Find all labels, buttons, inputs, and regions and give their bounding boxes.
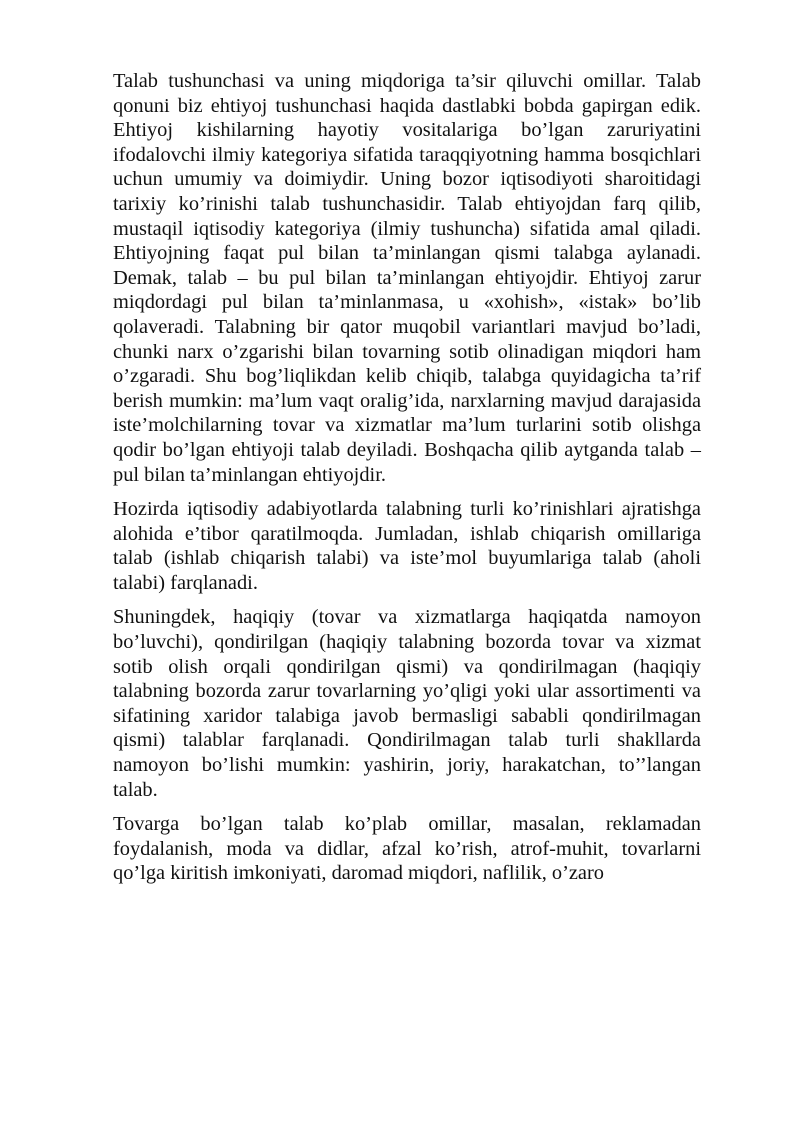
document-page <box>113 69 701 896</box>
paragraph-demand-concept: Talab tushunchasi va uning miqdoriga ta’sir qiluvchi omillar. Talab qonuni biz ehtiyoj tushunchasi haqida dastlabki bobda gapirgan edik. Ehtiyoj kishilarning hayotiy vositalariga bo’lgan zaruriyatini ifodalovchi ilmiy kategoriya sifatida taraqqiyotning hamma bosqichlari uchun umumiy va doimiydir. Uning bozor iqtisodiyoti sharoitidagi tarixiy ko’rinishi talab tushunchasidir. Talab ehtiyojdan farq qilib, mustaqil iqtisodiy kategoriya (ilmiy tushuncha) sifatida amal qiladi. Ehtiyojning faqat pul bilan ta’minlangan qismi talabga aylanadi. Demak, talab – bu pul bilan ta’minlangan ehtiyojdir. Ehtiyoj zarur miqdordagi pul bilan ta’minlanmasa, u «xohish», «istak» bo’lib qolaveradi. Talabning bir qator muqobil variantlari mavjud bo’ladi, chunki narx o’zgarishi bilan tovarning sotib olinadigan miqdori ham o’zgaradi. Shu bog’liqlikdan kelib chiqib, talabga quyidagicha ta’rif berish mumkin: ma’lum vaqt oralig’ida, narxlarning mavjud darajasida iste’molchilarning tovar va xizmatlar ma’lum turlarini sotib olishga qodir bo’lgan ehtiyoji talab deyiladi. Boshqacha qilib aytganda talab – pul bilan ta’minlangan ehtiyojdir. <box>113 70 701 486</box>
paragraph-demand-types: Hozirda iqtisodiy adabiyotlarda talabning turli ko’rinishlari ajratishga alohida e’tibor qaratilmoqda. Jumladan, ishlab chiqarish omillariga talab (ishlab chiqarish talabi) va iste’mol buyumlariga talab (aholi talabi) farqlanadi. <box>113 498 701 594</box>
paragraph-demand-factors: Tovarga bo’lgan talab ko’plab omillar, masalan, reklamadan foydalanish, moda va didlar, afzal ko’rish, atrof-muhit, tovarlarni qo’lga kiritish imkoniyati, daromad miqdori, naflilik, o’zaro <box>113 813 701 885</box>
paragraph-demand-satisfaction: Shuningdek, haqiqiy (tovar va xizmatlarga haqiqatda namoyon bo’luvchi), qondirilgan (haqiqiy talabning bozorda tovar va xizmat sotib olish orqali qondirilgan qismi) va qondirilmagan (haqiqiy talabning bozorda zarur tovarlarning yo’qligi yoki ular assortimenti va sifatining xaridor talabiga javob bermasligi sababli qondirilmagan qismi) talablar farqlanadi. Qondirilmagan talab turli shakllarda namoyon bo’lishi mumkin: yashirin, joriy, harakatchan, to’’langan talab. <box>113 606 701 801</box>
